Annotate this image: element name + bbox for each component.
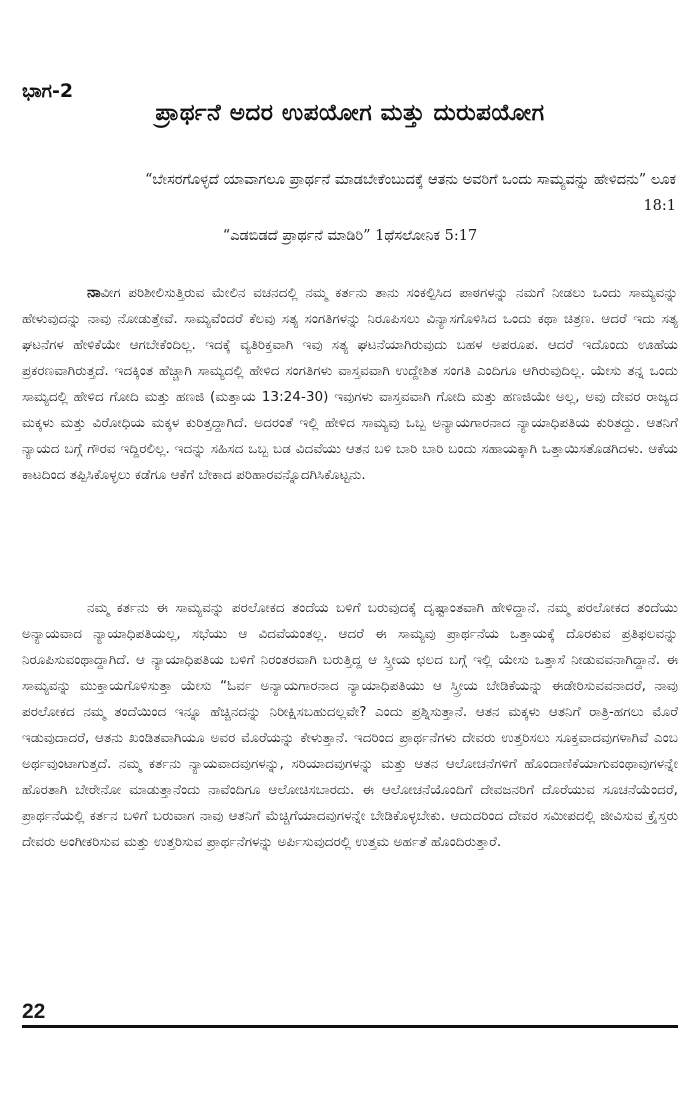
epigraph-luke: “ಬೇಸರಗೊಳ್ಳದೆ ಯಾವಾಗಲೂ ಪ್ರಾರ್ಥನೆ ಮಾಡಬೇಕೆಂಬುದಕ್ಕೆ ಆತನು ಅವರಿಗೆ ಒಂದು ಸಾಮ್ಯವನ್ನು ಹೇಳಿದನು” ಲೂಕ 18:1 <box>145 172 676 214</box>
paragraph-1 <box>22 279 678 488</box>
footer-rule <box>22 1025 678 1028</box>
page-number: 22 <box>22 1000 46 1023</box>
paragraph-2: ನಮ್ಮ ಕರ್ತನು ಈ ಸಾಮ್ಯವನ್ನು ಪರಲೋಕದ ತಂದೆಯ ಬಳಿಗೆ ಬರುವುದಕ್ಕೆ ದೃಷ್ಟಾಂತವಾಗಿ ಹೇಳಿದ್ದಾನೆ. ನಮ್ಮ ಪರಲೋಕದ ತಂದೆಯು ಅನ್ಯಾಯವಾದ ನ್ಯಾಯಾಧಿಪತಿಯಲ್ಲ, ಸಭೆಯು ಆ ವಿದವೆಯಂತಲ್ಲ. ಆದರೆ ಈ ಸಾಮ್ಯವು ಪ್ರಾರ್ಥನೆಯ ಒತ್ತಾಯಕ್ಕೆ ದೊರಕುವ ಪ್ರತಿಫಲವನ್ನು ನಿರೂಪಿಸುವಂಥಾದ್ದಾಗಿದೆ. ಆ ನ್ಯಾಯಾಧಿಪತಿಯ ಬಳಿಗೆ ನಿರಂತರವಾಗಿ ಬರುತ್ತಿದ್ದ ಆ ಸ್ತ್ರೀಯ ಛಲದ ಬಗ್ಗೆ ಇಲ್ಲಿ ಯೇಸು ಒತ್ತಾಸೆ ನೀಡುವವನಾಗಿದ್ದಾನೆ. ಈ ಸಾಮ್ಯವನ್ನು ಮುಕ್ತಾಯಗೊಳಿಸುತ್ತಾ ಯೇಸು “ಓರ್ವ ಅನ್ಯಾಯಗಾರನಾದ ನ್ಯಾಯಾಧಿಪತಿಯು ಆ ಸ್ತ್ರೀಯ ಬೇಡಿಕೆಯನ್ನು ಈಡೇರಿಸುವವನಾದರೆ, ನಾವು ಪರಲೋಕದ ನಮ್ಮ ತಂದೆಯಿಂದ ಇನ್ನೂ ಹೆಚ್ಚಿನದನ್ನು ನಿರೀಕ್ಷಿಸಬಹುದಲ್ಲವೇ? ಎಂದು ಪ್ರಶ್ನಿಸುತ್ತಾನೆ. ಆತನ ಮಕ್ಕಳು ಆತನಿಗೆ ರಾತ್ರಿ-ಹಗಲು ಮೊರೆ ಇಡುವುದಾದರೆ, ಆತನು ಖಂಡಿತವಾಗಿಯೂ ಅವರ ಮೊರೆಯನ್ನು ಕೇಳುತ್ತಾನೆ. ಇದರಿಂದ ಪ್ರಾರ್ಥನೆಗಳು ದೇವರು ಉತ್ತರಿಸಲು ಸೂಕ್ತವಾದವುಗಳಾಗಿವೆ ಎಂಬ ಅರ್ಥವುಂಟಾಗುತ್ತದೆ. ನಮ್ಮ ಕರ್ತನು ನ್ಯಾಯವಾದವುಗಳನ್ನು, ಸರಿಯಾದವುಗಳನ್ನು ಮತ್ತು ಆತನ ಆಲೋಚನೆಗಳಿಗೆ ಹೊಂದಾಣಿಕೆಯಾಗುವಂಥಾವುಗಳನ್ನೇ ಹೊರತಾಗಿ ಬೇರೇನೋ ಮಾಡುತ್ತಾನೆಂದು ನಾವೆಂದಿಗೂ ಆಲೋಚಿಸಬಾರದು. ಈ ಆಲೋಚನೆಯೊಂದಿಗೆ ದೇವಜನರಿಗೆ ದೊರೆಯುವ ಸೂಚನೆಯೆಂದರೆ, ಪ್ರಾರ್ಥನೆಯಲ್ಲಿ ಕರ್ತನ ಬಳಿಗೆ ಬರುವಾಗ ನಾವು ಆತನಿಗೆ ಮೆಚ್ಚಿಗೆಯಾದವುಗಳನ್ನೇ ಬೇಡಿಕೊಳ್ಳಬೇಕು. ಆದುದರಿಂದ ದೇವರ ಸಮೀಪದಲ್ಲಿ ಜೀವಿಸುವ ಕ್ರೈಸ್ತರು ದೇವರು ಅಂಗೀಕರಿಸುವ ಮತ್ತು ಉತ್ತರಿಸುವ ಪ್ರಾರ್ಥನೆಗಳನ್ನು ಅರ್ಪಿಸುವುದರಲ್ಲಿ ಉತ್ತಮ ಅರ್ಹತೆ ಹೊಂದಿರುತ್ತಾರೆ. <box>22 600 678 850</box>
chapter-title: ಪ್ರಾರ್ಥನೆ ಅದರ ಉಪಯೋಗ ಮತ್ತು ದುರುಪಯೋಗ <box>155 100 545 126</box>
part-label: ಭಾಗ-2 <box>22 80 74 102</box>
epigraph-thessalonians: “ಎಡಬಿಡದೆ ಪ್ರಾರ್ಥನೆ ಮಾಡಿರಿ” 1ಥೆಸಲೋನಿಕ 5:17 <box>222 228 478 244</box>
dropcap: ನಾ <box>87 283 101 301</box>
paragraph-1-text: ವೀಗ ಪರಿಶೀಲಿಸುತ್ತಿರುವ ಮೇಲಿನ ವಚನದಲ್ಲಿ ನಮ್ಮ ಕರ್ತನು ತಾನು ಸಂಕಲ್ಪಿಸಿದ ಪಾಠಗಳನ್ನು ನಮಗೆ ನೀಡಲು ಒಂದು ಸಾಮ್ಯವನ್ನು ಹೇಳುವುದನ್ನು ನಾವು ನೋಡುತ್ತೇವೆ. ಸಾಮ್ಯವೆಂದರೆ ಕೆಲವು ಸತ್ಯ ಸಂಗತಿಗಳನ್ನು ನಿರೂಪಿಸಲು ವಿನ್ಯಾಸಗೊಳಿಸಿದ ಒಂದು ಕಥಾ ಚಿತ್ರಣ. ಆದರೆ ಇದು ಸತ್ಯ ಘಟನೆಗಳ ಹೇಳಿಕೆಯೇ ಆಗಬೇಕೆಂದಿಲ್ಲ. ಇದಕ್ಕೆ ವ್ಯತಿರಿಕ್ತವಾಗಿ ಇವು ಸತ್ಯ ಘಟನೆಯಾಗಿರುವುದು ಬಹಳ ಅಪರೂಪ. ಆದರೆ ಇದೊಂದು ಊಹೆಯ ಪ್ರಕರಣವಾಗಿರುತ್ತದೆ. ಇದಕ್ಕಿಂತ ಹೆಚ್ಚಾಗಿ ಸಾಮ್ಯದಲ್ಲಿ ಹೇಳಿದ ಸಂಗತಿಗಳು ವಾಸ್ತವವಾಗಿ ಉದ್ದೇಶಿತ ಸಂಗತಿ ಎಂದಿಗೂ ಆಗಿರುವುದಿಲ್ಲ. ಯೇಸು ತನ್ನ ಒಂದು ಸಾಮ್ಯದಲ್ಲಿ ಹೇಳಿದ ಗೋದಿ ಮತ್ತು ಹಣಜಿ (ಮತ್ತಾಯ 13:24-30) ಇವುಗಳು ವಾಸ್ತವವಾಗಿ ಗೋದಿ ಮತ್ತು ಹಣಜಿಯೇ ಅಲ್ಲ, ಅವು ದೇವರ ರಾಜ್ಯದ ಮಕ್ಕಳು ಮತ್ತು ವಿರೋಧಿಯ ಮಕ್ಕಳ ಕುರಿತ್ತದ್ದಾಗಿದೆ. ಅದರಂತೆ ಇಲ್ಲಿ ಹೇಳಿದ ಸಾಮ್ಯವು ಒಬ್ಬ ಅನ್ಯಾಯಗಾರನಾದ ನ್ಯಾಯಾಧಿಪತಿಯ ಕುರಿತದ್ದು. ಆತನಿಗೆ ನ್ಯಾಯದ ಬಗ್ಗೆ ಗೌರವ ಇದ್ದಿರಲಿಲ್ಲ. ಇದನ್ನು ಸಹಿಸದ ಒಬ್ಬ ಬಡ ವಿದವೆಯು ಆತನ ಬಳಿ ಬಾರಿ ಬಾರಿ ಬಂದು ಸಹಾಯಕ್ಕಾಗಿ ಒತ್ತಾಯಿಸತೊಡಗಿದಳು. ಆಕೆಯ ಕಾಟದಿಂದ ತಪ್ಪಿಸಿಕೊಳ್ಳಲು ಕಡೆಗೂ ಆಕೆಗೆ ಬೇಕಾದ ಪರಿಹಾರವನ್ನೊದಗಿಸಿಕೊಟ್ಟನು. <box>22 285 679 483</box>
